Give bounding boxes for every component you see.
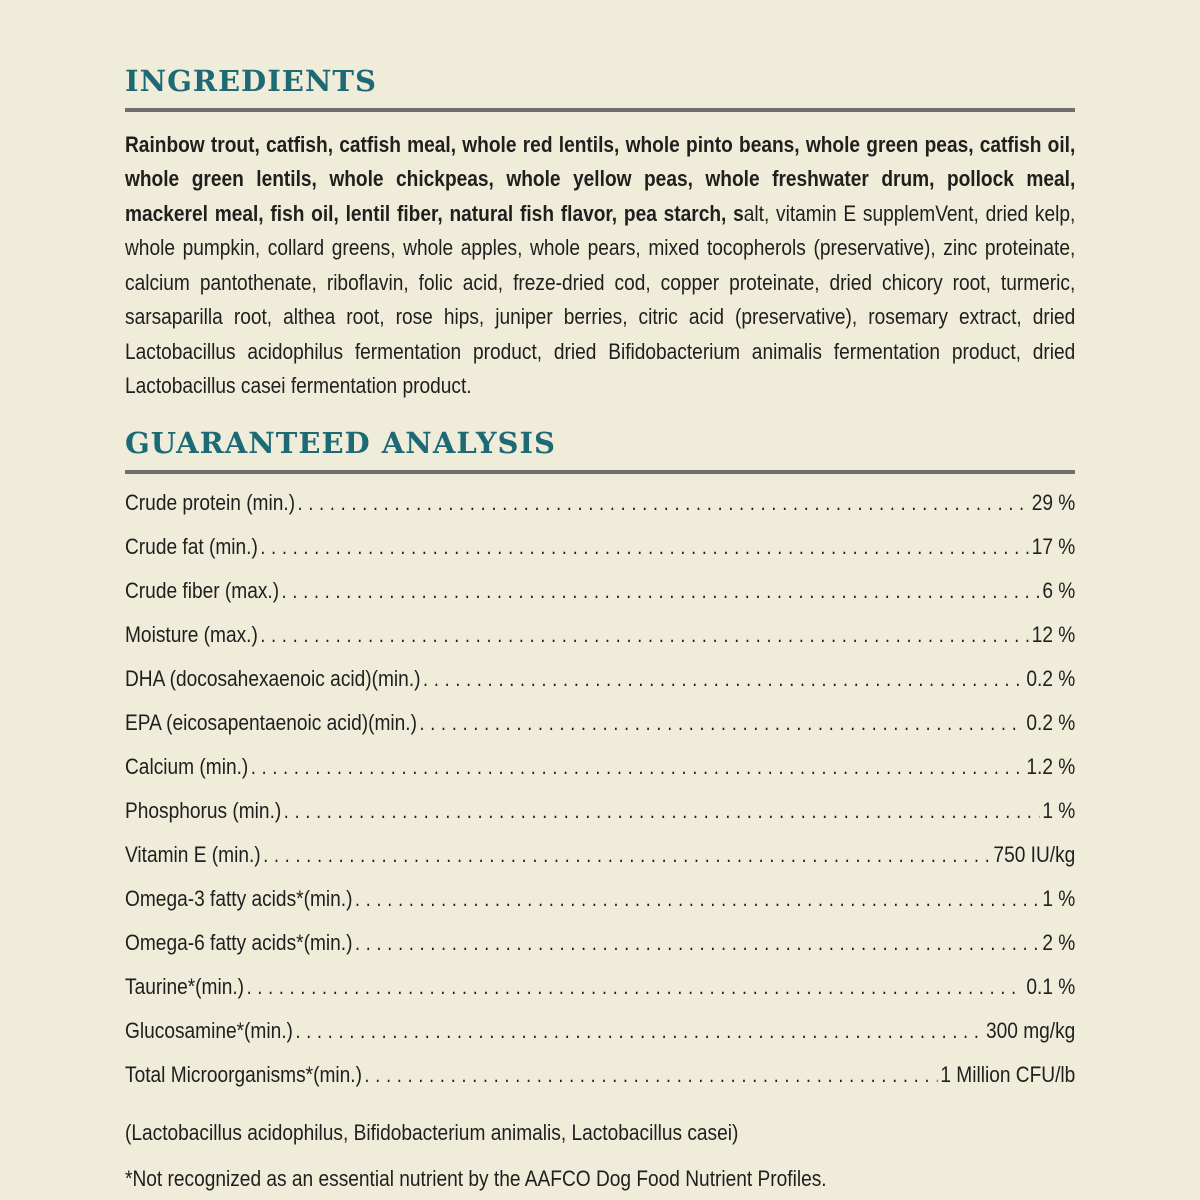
dot-leader bbox=[420, 710, 1024, 736]
analysis-row-label: Crude fiber (max.) bbox=[125, 577, 280, 603]
analysis-row-value: 29 % bbox=[1031, 489, 1076, 515]
analysis-row-value: 6 % bbox=[1042, 577, 1076, 603]
analysis-row-crude-protein bbox=[125, 490, 1075, 534]
dot-leader bbox=[295, 1018, 983, 1044]
analysis-row-crude-fiber bbox=[125, 578, 1075, 622]
analysis-row-total-microorganisms bbox=[125, 1062, 1075, 1106]
analysis-row-calcium bbox=[125, 754, 1075, 798]
aafco-footnote: *Not recognized as an essential nutrient by the AAFCO Dog Food Nutrient Profiles. bbox=[125, 1165, 827, 1191]
analysis-row-omega-3 bbox=[125, 886, 1075, 930]
analysis-row-label: Glucosamine*(min.) bbox=[125, 1017, 293, 1043]
ingredients-heading: INGREDIENTS bbox=[125, 64, 377, 98]
analysis-row-dha bbox=[125, 666, 1075, 710]
guaranteed-analysis-divider bbox=[125, 470, 1075, 474]
analysis-row-label: Phosphorus (min.) bbox=[125, 797, 282, 823]
dot-leader bbox=[355, 930, 1040, 956]
guaranteed-analysis-heading: GUARANTEED ANALYSIS bbox=[125, 425, 557, 460]
analysis-row-value: 1.2 % bbox=[1026, 753, 1076, 779]
analysis-row-label: Crude fat (min.) bbox=[125, 533, 258, 559]
analysis-row-value: 1 % bbox=[1042, 885, 1076, 911]
analysis-row-value: 1 Million CFU/lb bbox=[940, 1061, 1076, 1087]
dot-leader bbox=[260, 622, 1029, 648]
analysis-row-phosphorus bbox=[125, 798, 1075, 842]
dot-leader bbox=[284, 798, 1040, 824]
analysis-row-value: 2 % bbox=[1042, 929, 1076, 955]
dot-leader bbox=[423, 666, 1024, 692]
analysis-row-moisture bbox=[125, 622, 1075, 666]
dot-leader bbox=[355, 886, 1040, 912]
analysis-row-label: Vitamin E (min.) bbox=[125, 841, 261, 867]
ingredients-divider bbox=[125, 108, 1075, 112]
dot-leader bbox=[251, 754, 1024, 780]
analysis-row-label: Moisture (max.) bbox=[125, 621, 258, 647]
analysis-row-value: 17 % bbox=[1031, 533, 1076, 559]
analysis-row-taurine bbox=[125, 974, 1075, 1018]
dot-leader bbox=[263, 842, 991, 868]
analysis-row-label: Calcium (min.) bbox=[125, 753, 249, 779]
analysis-row-crude-fat bbox=[125, 534, 1075, 578]
analysis-row-label: EPA (eicosapentaenoic acid)(min.) bbox=[125, 709, 417, 735]
dot-leader bbox=[247, 974, 1024, 1000]
analysis-row-value: 12 % bbox=[1031, 621, 1076, 647]
analysis-row-label: Taurine*(min.) bbox=[125, 973, 245, 999]
analysis-row-epa bbox=[125, 710, 1075, 754]
microorganisms-note: (Lactobacillus acidophilus, Bifidobacterium animalis, Lactobacillus casei) bbox=[125, 1119, 739, 1145]
analysis-row-value: 0.1 % bbox=[1026, 973, 1076, 999]
analysis-row-label: Crude protein (min.) bbox=[125, 489, 296, 515]
analysis-row-omega-6 bbox=[125, 930, 1075, 974]
analysis-row-label: Omega-3 fatty acids*(min.) bbox=[125, 885, 353, 911]
ingredients-regular-run: alt, vitamin E supplemVent, dried kelp, whole pumpkin, collard greens, whole apples, whole pears, mixed tocopherols (preservative), zinc proteinate, calcium pantothenate, riboflavin, folic acid, freze-dried cod, copper proteinate, dried chicory root, turmeric, sarsaparilla root, althea root, rose hips, juniper berries, citric acid (preservative), rosemary extract, dried Lactobacillus acidophilus fermentation product, dried Bifidobacterium animalis fermentation product, dried Lactobacillus casei fermentation product. bbox=[125, 200, 1076, 399]
dot-leader bbox=[298, 490, 1030, 516]
ingredients-bold-run: Rainbow trout, catfish, catfish meal, whole red lentils, whole pinto beans, whole green peas, catfish oil, whole green lentils, whole chickpeas, whole yellow peas, whole freshwater drum, pollock meal, mackerel meal, fish oil, lentil fiber, natural fish flavor, pea starch, s bbox=[125, 131, 1076, 226]
guaranteed-analysis-table bbox=[125, 490, 1075, 1196]
analysis-row-value: 0.2 % bbox=[1026, 665, 1076, 691]
analysis-row-label: Omega-6 fatty acids*(min.) bbox=[125, 929, 353, 955]
analysis-row-label: Total Microorganisms*(min.) bbox=[125, 1061, 362, 1087]
dot-leader bbox=[282, 578, 1040, 604]
analysis-row-value: 0.2 % bbox=[1026, 709, 1076, 735]
ingredients-paragraph bbox=[125, 128, 1075, 404]
analysis-row-vitamin-e bbox=[125, 842, 1075, 886]
analysis-row-value: 750 IU/kg bbox=[993, 841, 1076, 867]
dot-leader bbox=[260, 534, 1029, 560]
analysis-row-value: 1 % bbox=[1042, 797, 1076, 823]
analysis-row-value: 300 mg/kg bbox=[985, 1017, 1076, 1043]
analysis-row-glucosamine bbox=[125, 1018, 1075, 1062]
dot-leader bbox=[365, 1062, 938, 1088]
analysis-row-label: DHA (docosahexaenoic acid)(min.) bbox=[125, 665, 421, 691]
